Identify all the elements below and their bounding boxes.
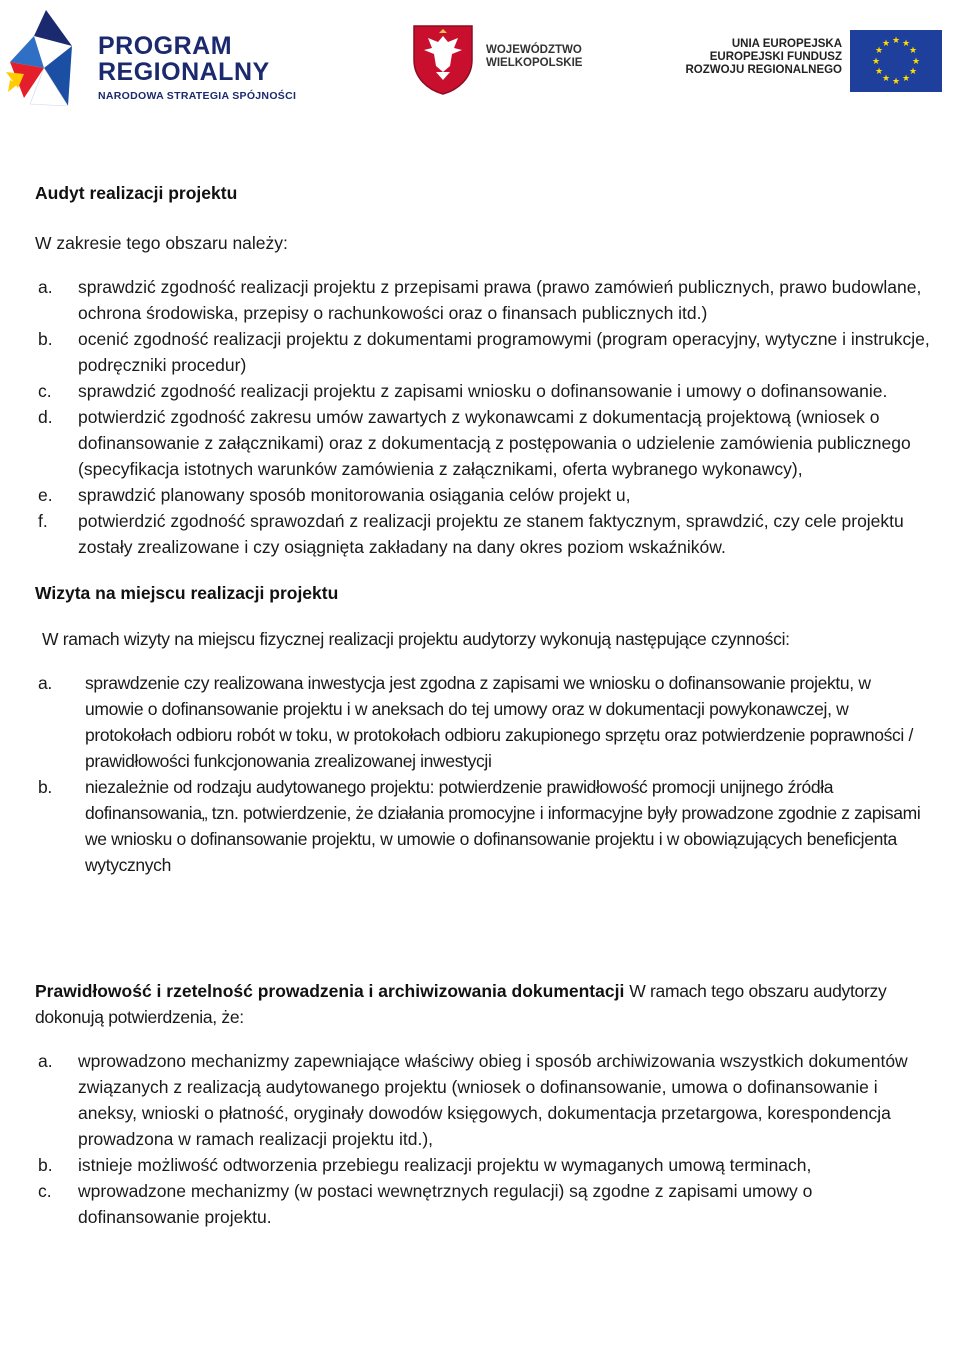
section1-intro: W zakresie tego obszaru należy:	[35, 233, 288, 253]
section3-heading	[35, 978, 930, 1030]
list-item-text: potwierdzić zgodność zakresu umów zawartych z wykonawcami z dokumentacją projektową (wniosek o dofinansowanie z załącznikami) oraz z dokumentacją z postępowania o udzielenie zamówienia publicznego (specyfikacja istotnych warunków zamówienia z załącznikami, oferta wybranego wykonawcy),	[78, 407, 911, 479]
list-item-text: ocenić zgodność realizacji projektu z dokumentami programowymi (program operacyjny, wytyczne i instrukcje, podręczniki procedur)	[78, 329, 930, 375]
page-header	[0, 0, 960, 115]
list-item-label: c.	[38, 1181, 52, 1201]
list-item-label: a.	[38, 673, 52, 693]
list-item-text: istnieje możliwość odtworzenia przebiegu realizacji projektu w wymaganych umową terminach,	[78, 1155, 812, 1175]
list-item	[35, 404, 930, 482]
list-item-label: e.	[38, 485, 53, 505]
svg-text:★: ★	[911, 57, 921, 67]
eu-logo-line1: UNIA EUROPEJSKA	[731, 38, 842, 50]
program-logo-line2: REGIONALNY	[98, 58, 270, 86]
eu-flag-icon	[850, 30, 942, 92]
list-item-label: a.	[38, 277, 53, 297]
program-regionalny-emblem-icon	[4, 6, 94, 106]
list-item	[35, 774, 930, 878]
section1-title: Audyt realizacji projektu	[35, 183, 238, 203]
list-item	[35, 1048, 930, 1152]
region-logo-line1: WOJEWÓDZTWO	[486, 44, 582, 56]
list-item-text: wprowadzone mechanizmy (w postaci wewnętrznych regulacji) są zgodne z zapisami umowy o dofinansowanie projektu.	[78, 1181, 813, 1227]
svg-text:★: ★	[891, 36, 901, 46]
list-item	[35, 378, 930, 404]
list-item	[35, 1152, 930, 1178]
svg-text:★: ★	[908, 46, 918, 56]
list-item-label: b.	[38, 777, 52, 797]
list-item	[35, 670, 930, 774]
eu-logo	[660, 30, 958, 94]
list-item-label: f.	[38, 511, 48, 531]
svg-text:★: ★	[891, 77, 901, 87]
list-item-text: sprawdzić planowany sposób monitorowania osiągania celów projekt u,	[78, 485, 631, 505]
region-logo-line2: WIELKOPOLSKIE	[486, 57, 583, 70]
list-item	[35, 482, 930, 508]
section2-list	[35, 670, 930, 878]
section2-title: Wizyta na miejscu realizacji projektu	[35, 583, 339, 603]
section3-title: Prawidłowość i rzetelność prowadzenia i archiwizowania dokumentacji	[35, 981, 625, 1001]
section3-intro: W ramach tego obszaru audytorzy dokonują potwierdzenia, że:	[35, 981, 887, 1027]
svg-text:★: ★	[871, 57, 881, 67]
eu-logo-line3: ROZWOJU REGIONALNEGO	[685, 64, 842, 77]
list-item	[35, 1178, 930, 1230]
section1-list	[35, 274, 930, 560]
list-item-label: a.	[38, 1051, 53, 1071]
eu-logo-line2: EUROPEJSKI FUNDUSZ	[709, 51, 842, 64]
list-item-text: niezależnie od rodzaju audytowanego projektu: potwierdzenie prawidłowość promocji unijnego źródła dofinansowania„ tzn. potwierdzenie, że działania promocyjne i informacyjne były prowadzone zgodnie z zapisami we wniosku o dofinansowanie projektu, w umowie o dofinansowanie projektu i w obowiązujących beneficjenta wytycznych	[85, 777, 921, 875]
document-body	[35, 180, 930, 1230]
list-item-label: b.	[38, 1155, 53, 1175]
section2-intro: W ramach wizyty na miejscu fizycznej realizacji projektu audytorzy wykonują następujące czynności:	[42, 629, 790, 649]
svg-text:★: ★	[874, 67, 884, 77]
wielkopolska-logo	[410, 22, 600, 96]
program-regionalny-logo	[4, 6, 344, 106]
list-item-text: sprawdzić zgodność realizacji projektu z przepisami prawa (prawo zamówień publicznych, prawo budowlane, ochrona środowiska, przepisy o rachunkowości oraz o finansach publicznych itd.)	[78, 277, 922, 323]
svg-text:★: ★	[901, 39, 911, 49]
list-item-label: d.	[38, 407, 53, 427]
section3-list	[35, 1048, 930, 1230]
list-item-label: b.	[38, 329, 53, 349]
list-item	[35, 274, 930, 326]
svg-text:★: ★	[874, 46, 884, 56]
program-logo-line3: NARODOWA STRATEGIA SPÓJNOŚCI	[98, 90, 297, 102]
list-item-text: sprawdzenie czy realizowana inwestycja jest zgodna z zapisami we wniosku o dofinansowanie projektu, w umowie o dofinansowanie projektu i w aneksach do tej umowy oraz w dokumentacji powykonawczej, w protokołach odbioru robót w toku, w protokołach odbioru zakupionego sprzętu oraz potwierdzenie poprawności / prawidłowości funkcjonowania zrealizowanej inwestycji	[85, 673, 913, 771]
svg-text:★: ★	[881, 39, 891, 49]
list-item-label: c.	[38, 381, 52, 401]
list-item-text: wprowadzono mechanizmy zapewniające właściwy obieg i sposób archiwizowania wszystkich dokumentów związanych z realizacją audytowanego projektu (wniosek o dofinansowanie, umowa o dofinansowanie i aneksy, wnioski o płatność, oryginały dowodów księgowych, dokumentacja przetargowa, korespondencja prowadzona w ramach realizacji projektu itd.),	[78, 1051, 908, 1149]
list-item-text: sprawdzić zgodność realizacji projektu z zapisami wniosku o dofinansowanie i umowy o dofinansowanie.	[78, 381, 888, 401]
list-item-text: potwierdzić zgodność sprawozdań z realizacji projektu ze stanem faktycznym, sprawdzić, czy cele projektu zostały zrealizowane i czy osiągnięta zakładany na dany okres poziom wskaźników.	[78, 511, 904, 557]
list-item	[35, 508, 930, 560]
svg-text:★: ★	[901, 74, 911, 84]
eagle-crest-icon	[410, 22, 476, 96]
svg-text:★: ★	[881, 74, 891, 84]
list-item	[35, 326, 930, 378]
program-logo-line1: PROGRAM	[98, 32, 233, 60]
svg-text:★: ★	[908, 67, 918, 77]
